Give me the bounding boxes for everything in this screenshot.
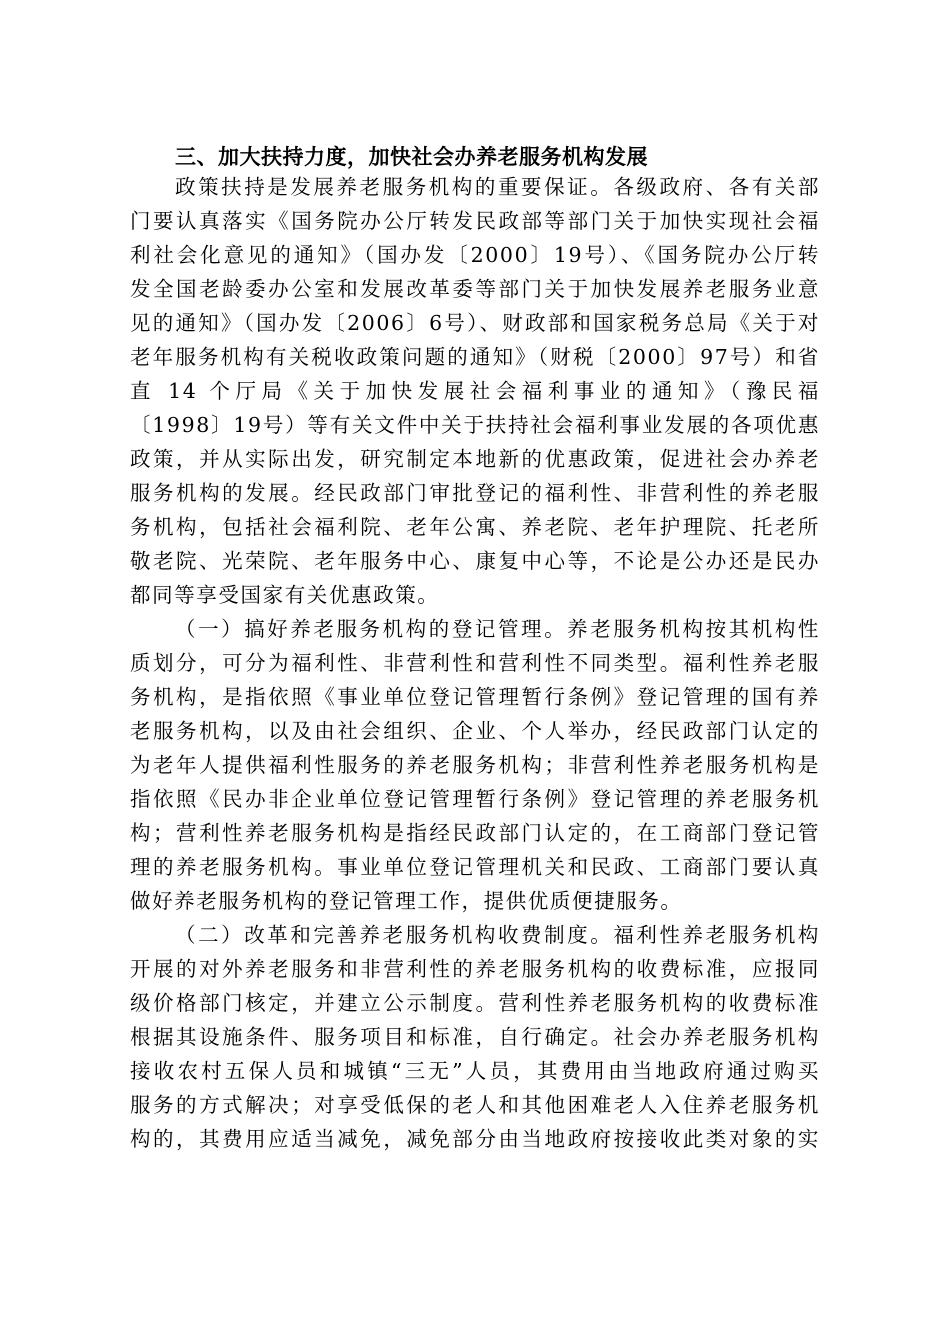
paragraph-2-line: 质划分，可分为福利性、非营利性和营利性不同类型。福利性养老服 bbox=[130, 651, 820, 675]
paragraph-1-line: 门要认真落实《国务院办公厅转发民政部等部门关于加快实现社会福 bbox=[130, 209, 820, 233]
paragraph-2-line: （一）搞好养老服务机构的登记管理。养老服务机构按其机构性 bbox=[175, 617, 820, 641]
paragraph-2-line: 老服务机构，以及由社会组织、企业、个人举办，经民政部门认定的 bbox=[130, 719, 820, 743]
paragraph-3-line: 开展的对外养老服务和非营利性的养老服务机构的收费标准，应报同 bbox=[130, 957, 820, 981]
paragraph-1-line: 务机构，包括社会福利院、老年公寓、养老院、老年护理院、托老所 bbox=[130, 515, 820, 539]
paragraph-2-line: 做好养老服务机构的登记管理工作，提供优质便捷服务。 bbox=[130, 889, 683, 913]
paragraph-1-line: 政策，并从实际出发，研究制定本地新的优惠政策，促进社会办养老 bbox=[130, 447, 820, 471]
paragraph-3-line: 服务的方式解决；对享受低保的老人和其他困难老人入住养老服务机 bbox=[130, 1093, 820, 1117]
paragraph-2-line: 构；营利性养老服务机构是指经民政部门认定的，在工商部门登记管 bbox=[130, 821, 820, 845]
paragraph-1-line: 见的通知》（国办发〔2006〕6号）、财政部和国家税务总局《关于对 bbox=[130, 311, 820, 335]
paragraph-1-line: 发全国老龄委办公室和发展改革委等部门关于加快发展养老服务业意 bbox=[130, 277, 820, 301]
paragraph-3-line: （二）改革和完善养老服务机构收费制度。福利性养老服务机构 bbox=[175, 923, 820, 947]
paragraph-3-line: 构的，其费用应适当减免，减免部分由当地政府按接收此类对象的实 bbox=[130, 1127, 820, 1151]
paragraph-2-line: 理的养老服务机构。事业单位登记管理机关和民政、工商部门要认真 bbox=[130, 855, 820, 879]
paragraph-2-line: 为老年人提供福利性服务的养老服务机构；非营利性养老服务机构是 bbox=[130, 753, 820, 777]
paragraph-1-line: 老年服务机构有关税收政策问题的通知》（财税〔2000〕97号）和省 bbox=[130, 345, 820, 369]
paragraph-1-line: 直 14 个厅局《关于加快发展社会福利事业的通知》（豫民福 bbox=[130, 379, 820, 403]
paragraph-3-line: 根据其设施条件、服务项目和标准，自行确定。社会办养老服务机构 bbox=[130, 1025, 820, 1049]
paragraph-1-line: 〔1998〕19号）等有关文件中关于扶持社会福利事业发展的各项优惠 bbox=[130, 413, 820, 437]
paragraph-2-line: 指依照《民办非企业单位登记管理暂行条例》登记管理的养老服务机 bbox=[130, 787, 820, 811]
paragraph-1-line: 利社会化意见的通知》（国办发〔2000〕19号）、《国务院办公厅转 bbox=[130, 243, 820, 267]
paragraph-1-line: 政策扶持是发展养老服务机构的重要保证。各级政府、各有关部 bbox=[175, 175, 820, 199]
paragraph-2-line: 务机构，是指依照《事业单位登记管理暂行条例》登记管理的国有养 bbox=[130, 685, 820, 709]
paragraph-3-line: 接收农村五保人员和城镇“三无”人员，其费用由当地政府通过购买 bbox=[130, 1059, 820, 1083]
paragraph-1-line: 都同等享受国家有关优惠政策。 bbox=[130, 583, 440, 607]
section-heading: 三、加大扶持力度，加快社会办养老服务机构发展 bbox=[175, 145, 648, 169]
paragraph-1-line: 服务机构的发展。经民政部门审批登记的福利性、非营利性的养老服 bbox=[130, 481, 820, 505]
paragraph-1-line: 敬老院、光荣院、老年服务中心、康复中心等，不论是公办还是民办 bbox=[130, 549, 820, 573]
paragraph-3-line: 级价格部门核定，并建立公示制度。营利性养老服务机构的收费标准 bbox=[130, 991, 820, 1015]
